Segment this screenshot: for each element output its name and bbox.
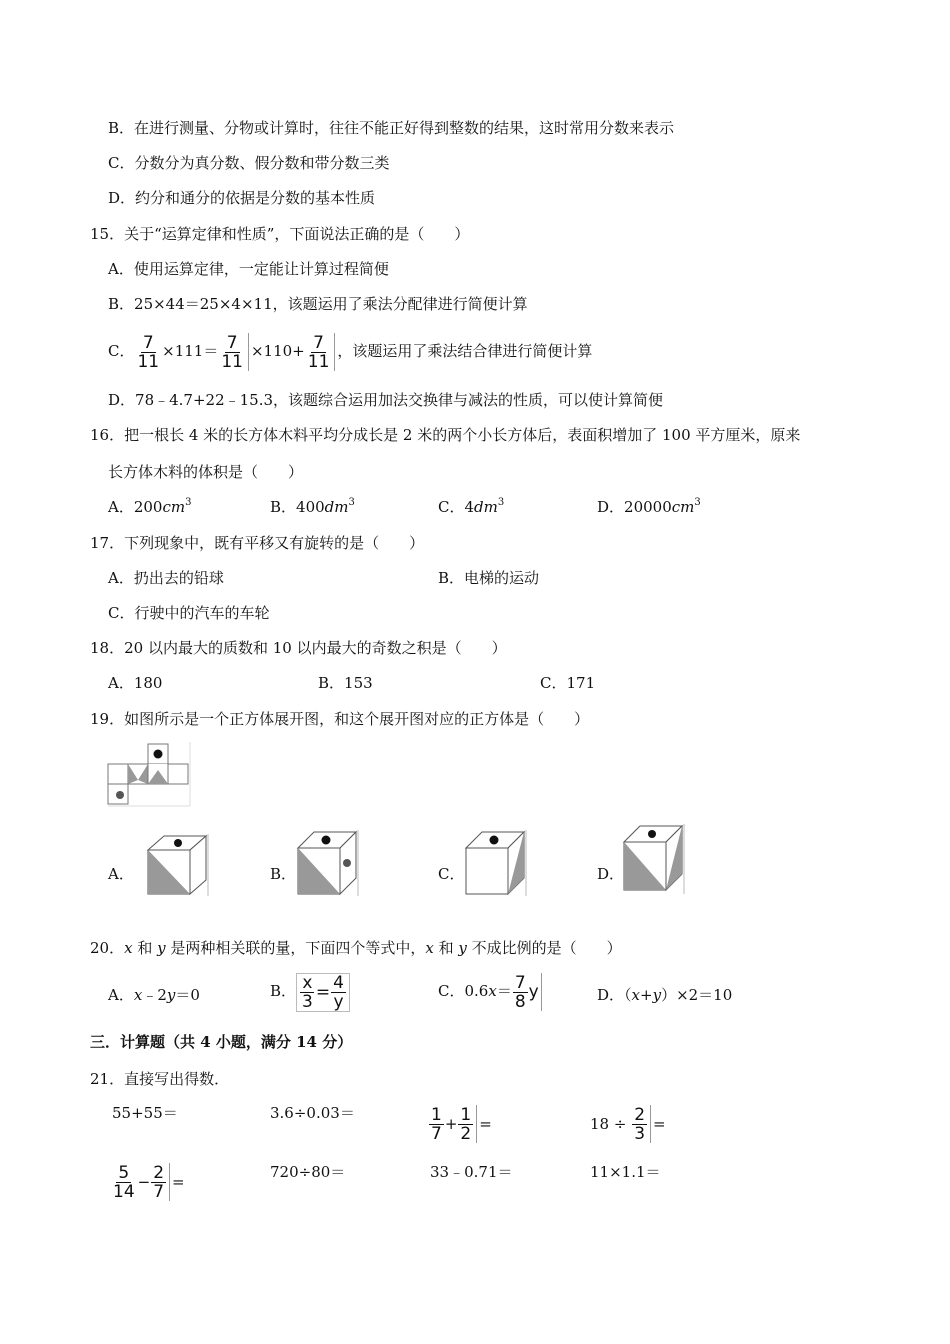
q21-item: 18 ÷ $\frac{2}{3}$ = (590, 1104, 666, 1144)
fraction: $\frac{7}{11}$ (137, 332, 160, 372)
fraction: $\frac{2}{3}$ (634, 1104, 646, 1144)
q17-option-a: A．扔出去的铅球 (108, 569, 224, 587)
q19-option-b-label: B． (270, 865, 297, 883)
q21-item: $\frac{5}{14}$ − $\frac{2}{7}$ = (113, 1162, 185, 1202)
fraction: $\frac{x}{3}$ (302, 972, 313, 1012)
fraction: $\frac{7}{11}$ (307, 332, 330, 372)
q19-option-d-label: D． (597, 865, 625, 883)
fraction: $\frac{1}{2}$ (460, 1104, 472, 1144)
q14-option-b: B．在进行测量、分物或计算时，往往不能正好得到整数的结果，这时常用分数来表示 (108, 119, 675, 137)
fraction: $\frac{1}{7}$ (431, 1104, 442, 1144)
q20-option-d: D．（x+y）×2＝10 (597, 986, 733, 1004)
fraction: $\frac{5}{14}$ (113, 1162, 135, 1202)
q17-option-b: B．电梯的运动 (438, 569, 540, 587)
q21-item: 3.6÷0.03＝ (270, 1104, 355, 1122)
q16-option-b: B．$400dm^3$ (270, 497, 355, 516)
q18-option-b: B．153 (318, 674, 373, 692)
cube-option-d (622, 824, 688, 896)
q20-option-b: B． $\frac{x}{3}$ = $\frac{4}{y}$ (270, 968, 350, 1014)
q20-option-c: C．0.6x＝ $\frac{7}{8}$ y (438, 968, 544, 1015)
q17-stem: 17．下列现象中，既有平移又有旋转的是（ ） (90, 534, 425, 552)
cube-option-a (146, 834, 212, 898)
fraction: $\frac{4}{y}$ (333, 972, 344, 1012)
q18-option-c: C．171 (540, 674, 596, 692)
q20-stem: 20．x 和 y 是两种相关联的量，下面四个等式中，x 和 y 不成比例的是（ ） (90, 939, 622, 957)
q14-option-c: C．分数分为真分数、假分数和带分数三类 (108, 154, 390, 172)
q21-item: 55+55＝ (112, 1104, 178, 1122)
q16-stem-line1: 16．把一根长 4 米的长方体木料平均分成长是 2 米的两个小长方体后，表面积增加了 100 平方厘米，原来 (90, 426, 801, 444)
q20-option-a: A．x﹣2y＝0 (108, 986, 200, 1004)
q19-option-a-label: A． (108, 865, 134, 883)
cube-net-figure (106, 740, 192, 810)
q16-option-c: C．$4dm^3$ (438, 497, 505, 516)
fraction: $\frac{7}{11}$ (221, 332, 243, 372)
q21-item: 720÷80＝ (270, 1163, 346, 1181)
q15-option-c: C． $\frac{7}{11}$ ×111＝ $\frac{7}{11}$ ×110+ $\frac{7}{11}$ ，该题运用了乘法结合律进行简便计算 (108, 332, 593, 372)
cube-option-c (464, 830, 530, 898)
q18-option-a: A．180 (108, 674, 163, 692)
q16-stem-line2: 长方体木料的体积是（ ） (108, 463, 304, 481)
section-3-heading: 三．计算题（共 4 小题，满分 14 分） (90, 1033, 353, 1051)
q15-option-d: D．78﹣4.7+22﹣15.3，该题综合运用加法交换律与减法的性质，可以使计算简便 (108, 391, 664, 409)
q15-stem: 15．关于“运算定律和性质”，下面说法正确的是（ ） (90, 225, 470, 243)
q19-option-c-label: C． (438, 865, 465, 883)
q17-option-c: C．行驶中的汽车的车轮 (108, 604, 270, 622)
fraction: $\frac{7}{8}$ (514, 972, 526, 1012)
q15-option-b: B．25×44＝25×4×11，该题运用了乘法分配律进行简便计算 (108, 295, 528, 313)
q21-item: $\frac{1}{7}$ + $\frac{1}{2}$ = (431, 1104, 492, 1144)
q21-item: 33﹣0.71＝ (430, 1163, 513, 1181)
cube-option-b (296, 830, 362, 898)
q14-option-d: D．约分和通分的依据是分数的基本性质 (108, 189, 376, 207)
q15-option-a: A．使用运算定律，一定能让计算过程简便 (108, 260, 389, 278)
q21-stem: 21．直接写出得数． (90, 1070, 230, 1088)
fraction: $\frac{2}{7}$ (153, 1162, 165, 1202)
q19-stem: 19．如图所示是一个正方体展开图，和这个展开图对应的正方体是（ ） (90, 710, 590, 728)
q16-option-a: A．$200cm^3$ (108, 497, 192, 516)
q16-option-d: D．$20000cm^3$ (597, 497, 701, 516)
q18-stem: 18．20 以内最大的质数和 10 以内最大的奇数之积是（ ） (90, 639, 507, 657)
q21-item: 11×1.1＝ (590, 1163, 661, 1181)
